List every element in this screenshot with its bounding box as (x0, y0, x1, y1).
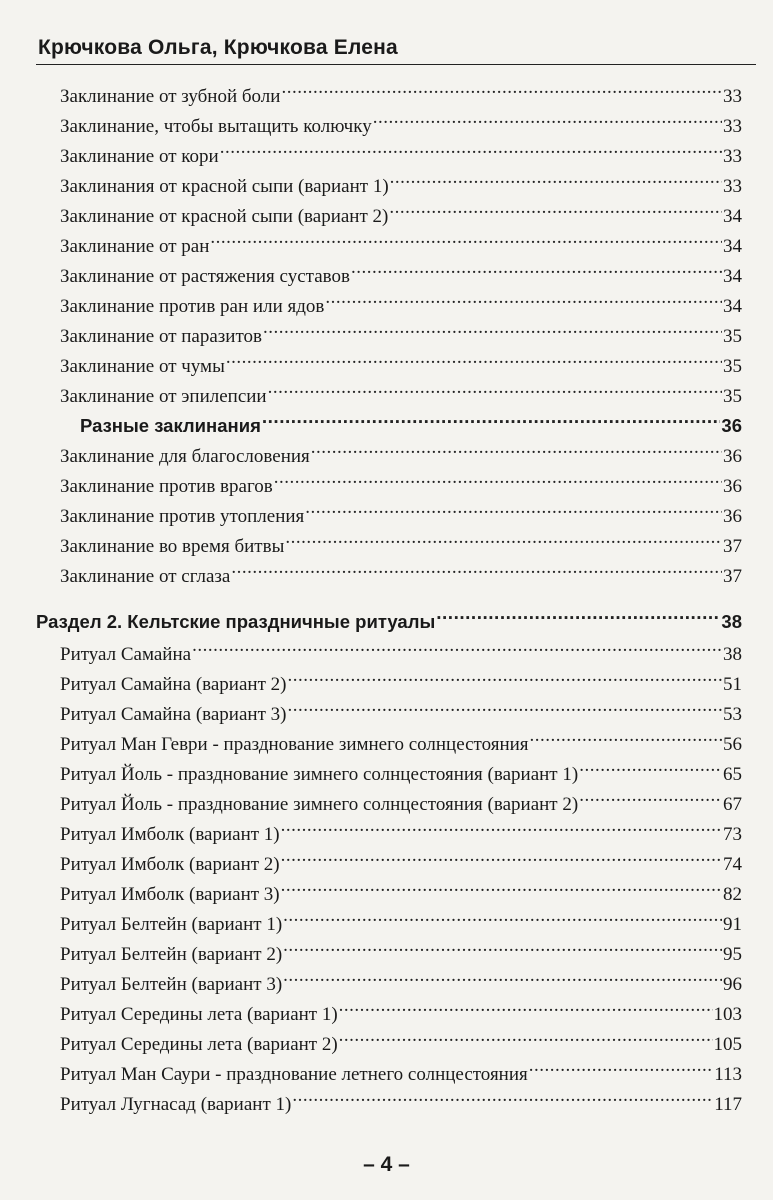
toc-entry-title: Ритуал Имболк (вариант 1) (60, 824, 280, 845)
toc-entry-title: Ритуал Ман Саури - празднование летнего солнцестояния (60, 1064, 528, 1085)
toc-entry-page: 35 (723, 386, 742, 407)
toc-entry-page: 67 (723, 794, 742, 815)
toc-leader (325, 282, 722, 312)
toc-entry-page: 74 (723, 854, 742, 875)
header-rule (36, 64, 756, 65)
toc-leader (339, 1020, 713, 1050)
toc-entry-page: 36 (723, 506, 742, 527)
toc-entry-title: Заклинание во время битвы (60, 536, 285, 557)
toc-leader (283, 960, 722, 990)
toc-leader (305, 492, 722, 522)
toc-entry-title: Заклинание для благословения (60, 446, 310, 467)
toc-group-spells (36, 72, 742, 407)
toc-entry-page: 34 (723, 206, 742, 227)
toc-entry-page: 56 (723, 734, 742, 755)
toc-entry-title: Заклинание, чтобы вытащить колючку (60, 116, 372, 137)
toc-entry-page: 53 (723, 704, 742, 725)
toc-entry-title: Заклинание от паразитов (60, 326, 262, 347)
toc-section-title: Раздел 2. Кельтские праздничные ритуалы (36, 611, 436, 632)
toc-group-rituals (36, 630, 742, 1115)
toc-subheading-page: 36 (721, 415, 742, 436)
toc-entry-title: Заклинание от чумы (60, 356, 225, 377)
page-number: – 4 – (363, 1153, 410, 1176)
toc-entry-title: Ритуал Самайна (60, 644, 192, 665)
toc-entry-title: Заклинание от растяжения суставов (60, 266, 350, 287)
toc-leader (373, 102, 722, 132)
toc-entry-title: Ритуал Самайна (вариант 2) (60, 674, 287, 695)
toc-entry-title: Ритуал Самайна (вариант 3) (60, 704, 287, 725)
toc-entry-title: Заклинание против врагов (60, 476, 273, 497)
toc-leader (351, 252, 722, 282)
toc-entry-page: 82 (723, 884, 742, 905)
toc-leader (192, 630, 722, 660)
toc-group-misc-spells (36, 432, 742, 587)
toc-entry-title: Заклинания от красной сыпи (вариант 1) (60, 176, 389, 197)
toc-entry-page: 34 (723, 296, 742, 317)
toc-leader (339, 990, 713, 1020)
toc-entry-title: Ритуал Белтейн (вариант 1) (60, 914, 283, 935)
toc-entry-title: Ритуал Лугнасад (вариант 1) (60, 1094, 292, 1115)
toc-leader (287, 690, 722, 720)
toc-leader (281, 72, 722, 102)
toc-leader (283, 900, 722, 930)
toc-entry-page: 103 (713, 1004, 742, 1025)
toc-entry-page: 65 (723, 764, 742, 785)
toc-leader (281, 870, 722, 900)
toc-entry-page: 38 (723, 644, 742, 665)
toc-entry-title: Ритуал Йоль - празднование зимнего солнцестояния (вариант 2) (60, 794, 579, 815)
toc-leader (389, 192, 722, 222)
toc-entry-title: Ритуал Середины лета (вариант 2) (60, 1034, 338, 1055)
toc-entry-title: Заклинание от кори (60, 146, 219, 167)
toc-entry-page: 73 (723, 824, 742, 845)
toc-entry-page: 33 (723, 116, 742, 137)
toc-entry-title: Заклинание от эпилепсии (60, 386, 267, 407)
toc-entry-page: 33 (723, 86, 742, 107)
toc-leader (287, 660, 722, 690)
toc-leader (530, 720, 722, 750)
toc-leader (274, 462, 722, 492)
toc-entry-page: 34 (723, 236, 742, 257)
toc-entry-page: 117 (714, 1094, 742, 1115)
table-of-contents (36, 72, 742, 1115)
toc-leader (281, 840, 722, 870)
toc-entry-title: Заклинание против утопления (60, 506, 305, 527)
toc-entry-page: 36 (723, 476, 742, 497)
toc-entry-title: Ритуал Середины лета (вариант 1) (60, 1004, 338, 1025)
toc-section-heading (36, 598, 742, 630)
toc-leader (281, 810, 722, 840)
toc-leader (220, 132, 722, 162)
toc-leader (262, 402, 721, 432)
toc-entry (36, 72, 742, 107)
toc-entry-title: Заклинание от зубной боли (60, 86, 281, 107)
toc-entry-title: Ритуал Белтейн (вариант 2) (60, 944, 283, 965)
toc-leader (283, 930, 722, 960)
toc-leader (579, 750, 722, 780)
toc-entry-page: 33 (723, 176, 742, 197)
toc-entry-title: Заклинание от красной сыпи (вариант 2) (60, 206, 389, 227)
toc-entry-title: Заклинание от ран (60, 236, 210, 257)
toc-leader (529, 1050, 713, 1080)
toc-leader (226, 342, 722, 372)
toc-leader (436, 598, 720, 628)
toc-leader (231, 552, 722, 582)
toc-entry-page: 34 (723, 266, 742, 287)
toc-leader (292, 1080, 713, 1110)
toc-leader (268, 372, 722, 402)
toc-leader (263, 312, 722, 342)
toc-subheading-title: Разные заклинания (80, 415, 261, 436)
toc-entry-page: 95 (723, 944, 742, 965)
toc-entry-page: 91 (723, 914, 742, 935)
toc-entry-page: 36 (723, 446, 742, 467)
toc-entry-page: 105 (713, 1034, 742, 1055)
toc-entry-title: Ритуал Имболк (вариант 3) (60, 884, 280, 905)
toc-leader (390, 162, 722, 192)
toc-entry-page: 113 (714, 1064, 742, 1085)
toc-entry-title: Ритуал Имболк (вариант 2) (60, 854, 280, 875)
toc-entry-page: 37 (723, 536, 742, 557)
toc-entry-page: 51 (723, 674, 742, 695)
toc-section-page: 38 (721, 611, 742, 632)
toc-entry-title: Заклинание против ран или ядов (60, 296, 325, 317)
toc-entry-page: 35 (723, 326, 742, 347)
toc-leader (311, 432, 722, 462)
toc-leader (579, 780, 722, 810)
toc-entry-title: Ритуал Белтейн (вариант 3) (60, 974, 283, 995)
toc-entry-page: 37 (723, 566, 742, 587)
toc-entry-title: Ритуал Йоль - празднование зимнего солнцестояния (вариант 1) (60, 764, 579, 785)
running-header-authors: Крючкова Ольга, Крючкова Елена (38, 36, 398, 59)
toc-leader (285, 522, 722, 552)
toc-entry-title: Ритуал Ман Геври - празднование зимнего солнцестояния (60, 734, 529, 755)
toc-entry-page: 35 (723, 356, 742, 377)
toc-leader (210, 222, 722, 252)
toc-entry-page: 33 (723, 146, 742, 167)
toc-entry-title: Заклинание от сглаза (60, 566, 231, 587)
toc-entry-page: 96 (723, 974, 742, 995)
